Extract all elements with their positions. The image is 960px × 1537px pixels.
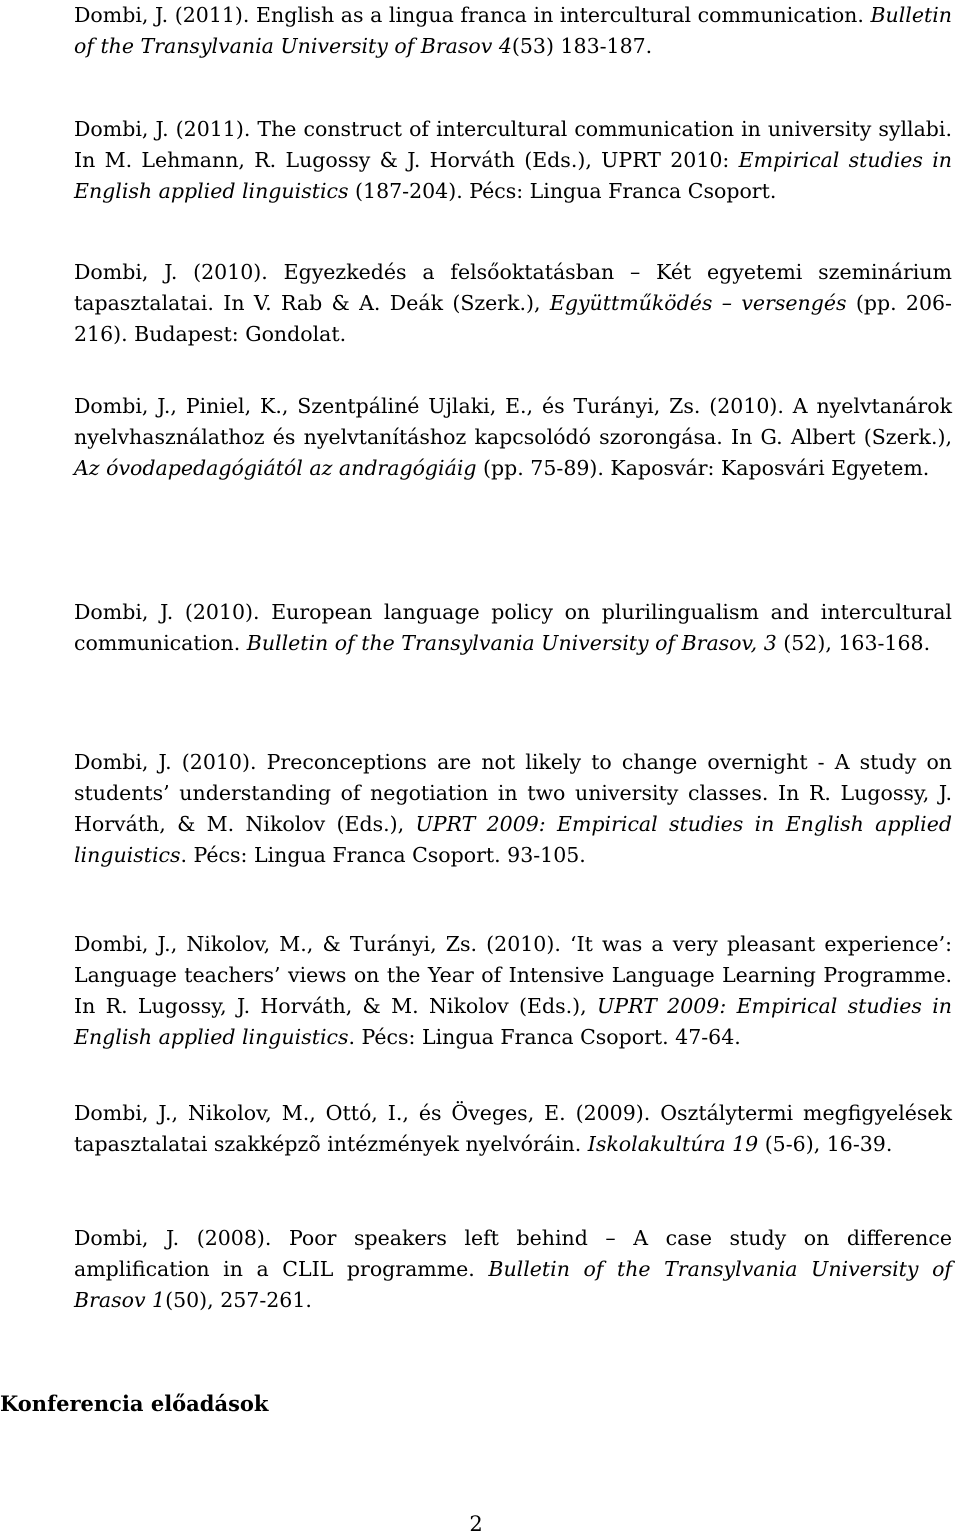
reference-italic-text: Iskolakultúra 19 [587,1132,759,1156]
reference-text: Dombi, J. (2008). Poor speakers left behind – A case study on difference amplification in a CLIL programme. [74,1226,952,1281]
reference-italic-text: UPRT 2009: Empirical studies in English applied linguistics [74,994,952,1049]
reference-text: . Pécs: Lingua Franca Csoport. 47-64. [348,1025,741,1049]
reference-entry [74,747,952,871]
reference-text: (pp. 206-216). Budapest: Gondolat. [74,291,952,346]
reference-italic-text: Az óvodapedagógiától az andragógiáig [74,456,477,480]
reference-entry [74,929,952,1053]
reference-italic-text: Bulletin of the Transylvania University of Brasov, 3 [246,631,777,655]
reference-text: (187-204). Pécs: Lingua Franca Csoport. [348,179,777,203]
reference-entry [74,391,952,484]
reference-italic-text: Együttműködés – versengés [549,291,847,315]
reference-text: Dombi, J. (2010). Egyezkedés a felsőoktatásban – Két egyetemi szeminárium tapasztalatai. In V. Rab & A. Deák (Szerk.), [74,260,952,315]
section-heading: Konferencia előadások [0,1391,269,1416]
reference-text: Dombi, J., Nikolov, M., & Turányi, Zs. (2010). ‘It was a very pleasant experience’: Language teachers’ views on the Year of Intensive Language Learning Programme. In R. Lugossy, J. Horváth, & M. Nikolov (Eds.), [74,932,952,1018]
reference-text: (50), 257-261. [165,1288,312,1312]
reference-text: Dombi, J., Piniel, K., Szentpáliné Ujlaki, E., és Turányi, Zs. (2010). A nyelvtanárok nyelvhasználathoz és nyelvtanításhoz kapcsolódó szorongása. In G. Albert (Szerk.), [74,394,952,449]
reference-italic-text: UPRT 2009: Empirical studies in English applied linguistics [74,812,952,867]
reference-italic-text: Bulletin of the Transylvania University of Brasov 4 [74,3,952,58]
reference-text: Dombi, J., Nikolov, M., Ottó, I., és Öveges, E. (2009). Osztálytermi megfigyelések tapasztalatai szakképzõ intézmények nyelvóráin. [74,1101,952,1156]
reference-entry [74,0,952,62]
reference-text: . Pécs: Lingua Franca Csoport. 93-105. [180,843,586,867]
reference-text: (52), 163-168. [776,631,931,655]
reference-entry [74,257,952,350]
reference-entry [74,114,952,207]
reference-entry [74,1223,952,1316]
reference-text: (pp. 75-89). Kaposvár: Kaposvári Egyetem. [476,456,930,480]
reference-italic-text: Empirical studies in English applied linguistics [74,148,952,203]
reference-text: Dombi, J. (2011). English as a lingua franca in intercultural communication. [74,3,871,27]
reference-text: (53) 183-187. [511,34,653,58]
reference-italic-text: Bulletin of the Transylvania University of Brasov 1 [74,1257,952,1312]
reference-text: Dombi, J. (2011). The construct of intercultural communication in university syllabi. In M. Lehmann, R. Lugossy & J. Horváth (Eds.), UPRT 2010: [74,117,952,172]
reference-text: Dombi, J. (2010). Preconceptions are not likely to change overnight - A study on students’ understanding of negotiation in two university classes. In R. Lugossy, J. Horváth, & M. Nikolov (Eds.), [74,750,952,836]
reference-text: (5-6), 16-39. [758,1132,893,1156]
reference-entry [74,1098,952,1160]
reference-entry [74,597,952,659]
page-number: 2 [469,1512,483,1536]
reference-text: Dombi, J. (2010). European language policy on plurilingualism and intercultural communication. [74,600,952,655]
